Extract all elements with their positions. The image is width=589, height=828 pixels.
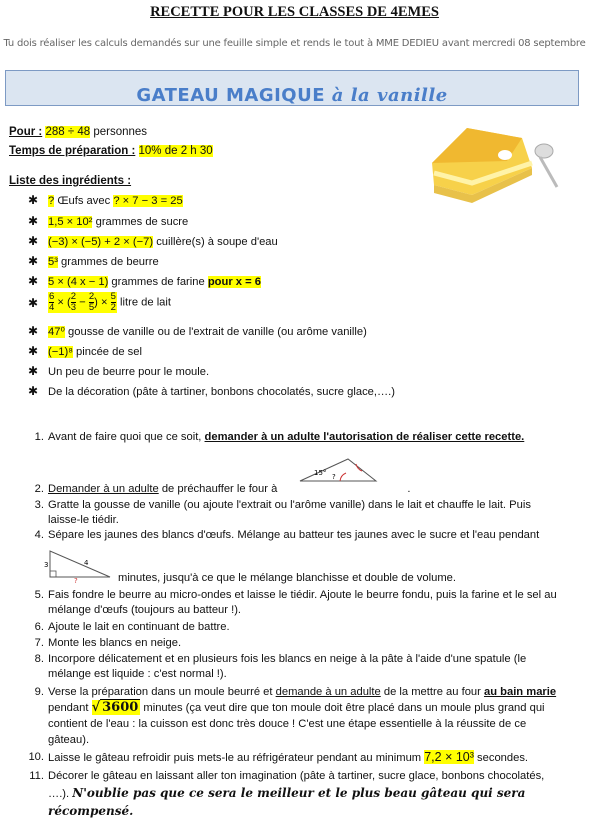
frac1-num: 6 bbox=[49, 291, 55, 302]
flour-text: grammes de farine bbox=[108, 276, 208, 288]
milk-text: litre de lait bbox=[116, 296, 172, 309]
page-title: RECETTE POUR LES CLASSES DE 4EMES bbox=[150, 4, 439, 20]
flour-condition: pour x = 6 bbox=[207, 276, 261, 288]
step-9-bain-marie: au bain marie bbox=[483, 686, 557, 698]
prep-time-line bbox=[9, 145, 213, 157]
step-10-time: 7,2 × 10³ bbox=[424, 750, 474, 764]
side-b-label: 4 bbox=[84, 559, 89, 567]
step-6-text: Ajoute le lait en continuant de battre. bbox=[48, 621, 230, 633]
frac2-den: 3 bbox=[70, 302, 77, 313]
ingredient-decoration bbox=[28, 384, 395, 398]
bullet-star-icon: ✱ bbox=[28, 384, 39, 398]
water-quantity: (−3) × (−5) + 2 × (−7) bbox=[48, 236, 154, 248]
step-9-emphasis: demande à un adulte bbox=[275, 686, 381, 698]
bullet-star-icon: ✱ bbox=[28, 344, 39, 358]
ingredients-title bbox=[9, 175, 131, 187]
ingredient-butter bbox=[28, 254, 159, 268]
step-number: 6. bbox=[34, 621, 44, 633]
step-number: 4. bbox=[34, 529, 44, 541]
ingredient-sugar bbox=[28, 214, 188, 228]
eggs-equation: ? × 7 − 3 = 25 bbox=[113, 195, 183, 207]
step-10-end: secondes. bbox=[473, 752, 529, 764]
servings-value: 288 ÷ 48 bbox=[45, 126, 91, 138]
step-9 bbox=[26, 684, 566, 748]
step-2-emphasis: Demander à un adulte bbox=[48, 483, 159, 495]
step-number: 2. bbox=[34, 483, 44, 495]
ingredient-eggs bbox=[28, 193, 183, 207]
step-5-text: Fais fondre le beurre au micro-ondes et laisse le tiédir. Ajoute le beurre fondu, puis la farine et le sel au mélange d'œufs (toujours au batteur !). bbox=[48, 589, 557, 616]
prep-time-label: Temps de préparation : bbox=[9, 145, 136, 157]
eggs-unknown: ? bbox=[48, 195, 55, 207]
frac3-den: 5 bbox=[88, 302, 95, 313]
step-7-text: Monte les blancs en neige. bbox=[48, 637, 182, 649]
instruction-text: Tu dois réaliser les calculs demandés sur une feuille simple et rends le tout à MME DEDIEU avant mercredi 08 septembre bbox=[3, 38, 586, 49]
bullet-star-icon: ✱ bbox=[28, 364, 39, 378]
salt-text: pincée de sel bbox=[72, 346, 142, 358]
right-triangle-figure bbox=[44, 545, 116, 583]
milk-quantity: $\frac{6}{4}$ × ( $\frac{2}{3}$ − $\frac{2}{5}$ ) × $\frac{5}{2}$ bbox=[49, 291, 116, 313]
triangle-angle-figure bbox=[296, 455, 386, 485]
step-10 bbox=[26, 750, 566, 766]
bullet-star-icon: ✱ bbox=[28, 274, 39, 288]
bullet-star-icon: ✱ bbox=[28, 193, 39, 207]
step-9-text-e: pendant bbox=[48, 702, 92, 714]
step-2-end: . bbox=[407, 483, 411, 495]
frac2-num: 2 bbox=[70, 291, 77, 302]
vanilla-quantity: 47⁰ bbox=[48, 326, 65, 338]
mold-butter-text: Un peu de beurre pour le moule. bbox=[48, 366, 210, 378]
servings-unit: personnes bbox=[93, 126, 148, 138]
sugar-text: grammes de sucre bbox=[92, 216, 189, 228]
step-4-text: Sépare les jaunes des blancs d'œufs. Mélange au batteur tes jaunes avec le sucre et l'eau pendant bbox=[48, 529, 540, 541]
step-1 bbox=[26, 430, 566, 445]
ingredient-water bbox=[28, 234, 278, 248]
butter-text: grammes de beurre bbox=[57, 256, 159, 268]
angle-label: 15° bbox=[314, 469, 327, 477]
bullet-star-icon: ✱ bbox=[28, 234, 39, 248]
flour-quantity: 5 × (4 x − 1) bbox=[48, 276, 109, 288]
salt-quantity: (−1)⁸ bbox=[48, 346, 73, 358]
step-2-text: de préchauffer le four à bbox=[158, 483, 278, 495]
eggs-text: Œufs avec bbox=[54, 195, 114, 207]
recipe-banner bbox=[5, 70, 579, 106]
ingredient-flour bbox=[28, 274, 261, 288]
banner-title-part2: à la vanille bbox=[331, 85, 448, 106]
step-7 bbox=[26, 636, 566, 651]
step-number: 10. bbox=[28, 751, 44, 763]
cake-slice-image bbox=[412, 123, 562, 205]
step-5 bbox=[26, 588, 566, 618]
frac4-num: 5 bbox=[110, 291, 116, 302]
step-8 bbox=[26, 652, 566, 682]
vanilla-text: gousse de vanille ou de l'extrait de vanille (ou arôme vanille) bbox=[64, 326, 367, 338]
butter-quantity: 5³ bbox=[48, 256, 58, 268]
step-11-handwritten: N'oublie pas que ce sera le meilleur et le plus beau gâteau qui sera récompensé. bbox=[48, 786, 526, 818]
step-number: 11. bbox=[29, 770, 44, 782]
angle-unknown-label: ? bbox=[332, 473, 336, 481]
step-number: 5. bbox=[34, 589, 44, 601]
sugar-quantity: 1,5 × 10² bbox=[48, 216, 93, 228]
servings-line bbox=[9, 126, 147, 138]
side-unknown-label: ? bbox=[74, 577, 78, 583]
frac4-den: 2 bbox=[110, 302, 116, 313]
step-number: 3. bbox=[34, 499, 44, 511]
step-9-text-c: de la mettre au four bbox=[380, 686, 484, 698]
step-3-text: Gratte la gousse de vanille (ou ajoute l'extrait ou l'arôme vanille) dans le lait et chauffe le lait. Puis laisse-le tiédir. bbox=[48, 499, 531, 526]
servings-label: Pour : bbox=[9, 126, 43, 138]
bullet-star-icon: ✱ bbox=[28, 254, 39, 268]
step-1-text: Avant de faire quoi que ce soit, bbox=[48, 431, 205, 443]
step-9-sqrt-value: 3600 bbox=[102, 700, 139, 715]
bullet-star-icon: ✱ bbox=[28, 295, 39, 310]
water-text: cuillère(s) à soupe d'eau bbox=[153, 236, 278, 248]
step-9-sqrt: √ 3600 bbox=[91, 700, 139, 715]
step-number: 1. bbox=[34, 431, 44, 443]
step-9-text-g: minutes (ça veut dire que ton moule doit être placé dans un moule plus grand qui contient de l'eau : la cuisson est donc très douce ! C'est une étape essentielle à la réussite de ce gâteau). bbox=[48, 702, 545, 746]
step-4 bbox=[26, 528, 566, 543]
step-9-text-a: Verse la préparation dans un moule beurré et bbox=[48, 686, 276, 698]
step-number: 8. bbox=[34, 653, 44, 665]
step-number: 7. bbox=[34, 637, 44, 649]
bullet-star-icon: ✱ bbox=[28, 324, 39, 338]
step-1-emphasis: demander à un adulte l'autorisation de réaliser cette recette. bbox=[204, 431, 525, 443]
ingredient-milk bbox=[28, 292, 171, 313]
step-8-text: Incorpore délicatement et en plusieurs fois les blancs en neige à la pâte à l'aide d'une spatule (le mélange est liquide : c'est normal !). bbox=[48, 653, 527, 680]
ingredient-vanilla bbox=[28, 324, 367, 338]
banner-title-part1: GATEAU MAGIQUE bbox=[136, 85, 325, 106]
step-11 bbox=[26, 768, 566, 821]
step-2 bbox=[26, 482, 566, 497]
step-10-text: Laisse le gâteau refroidir puis mets-le au réfrigérateur pendant au minimum bbox=[48, 752, 425, 764]
bullet-star-icon: ✱ bbox=[28, 214, 39, 228]
step-11-text: Décorer le gâteau en laissant aller ton imagination (pâte à tartiner, sucre glace, bonbons chocolatés, ….). bbox=[48, 770, 545, 800]
step-4-cont: minutes, jusqu'à ce que le mélange blanchisse et double de volume. bbox=[118, 572, 456, 584]
frac3-num: 2 bbox=[88, 291, 95, 302]
banner-title bbox=[136, 78, 447, 106]
prep-time-value: 10% de 2 h 30 bbox=[138, 145, 213, 157]
step-6 bbox=[26, 620, 566, 635]
step-number: 9. bbox=[34, 686, 44, 698]
side-a-label: 3 bbox=[44, 561, 49, 569]
ingredients-title-text: Liste des ingrédients : bbox=[9, 175, 132, 187]
decoration-text: De la décoration (pâte à tartiner, bonbons chocolatés, sucre glace,….) bbox=[48, 386, 396, 398]
frac1-den: 4 bbox=[49, 302, 55, 313]
ingredient-salt bbox=[28, 344, 142, 358]
step-3 bbox=[26, 498, 566, 528]
ingredient-mold-butter bbox=[28, 364, 209, 378]
